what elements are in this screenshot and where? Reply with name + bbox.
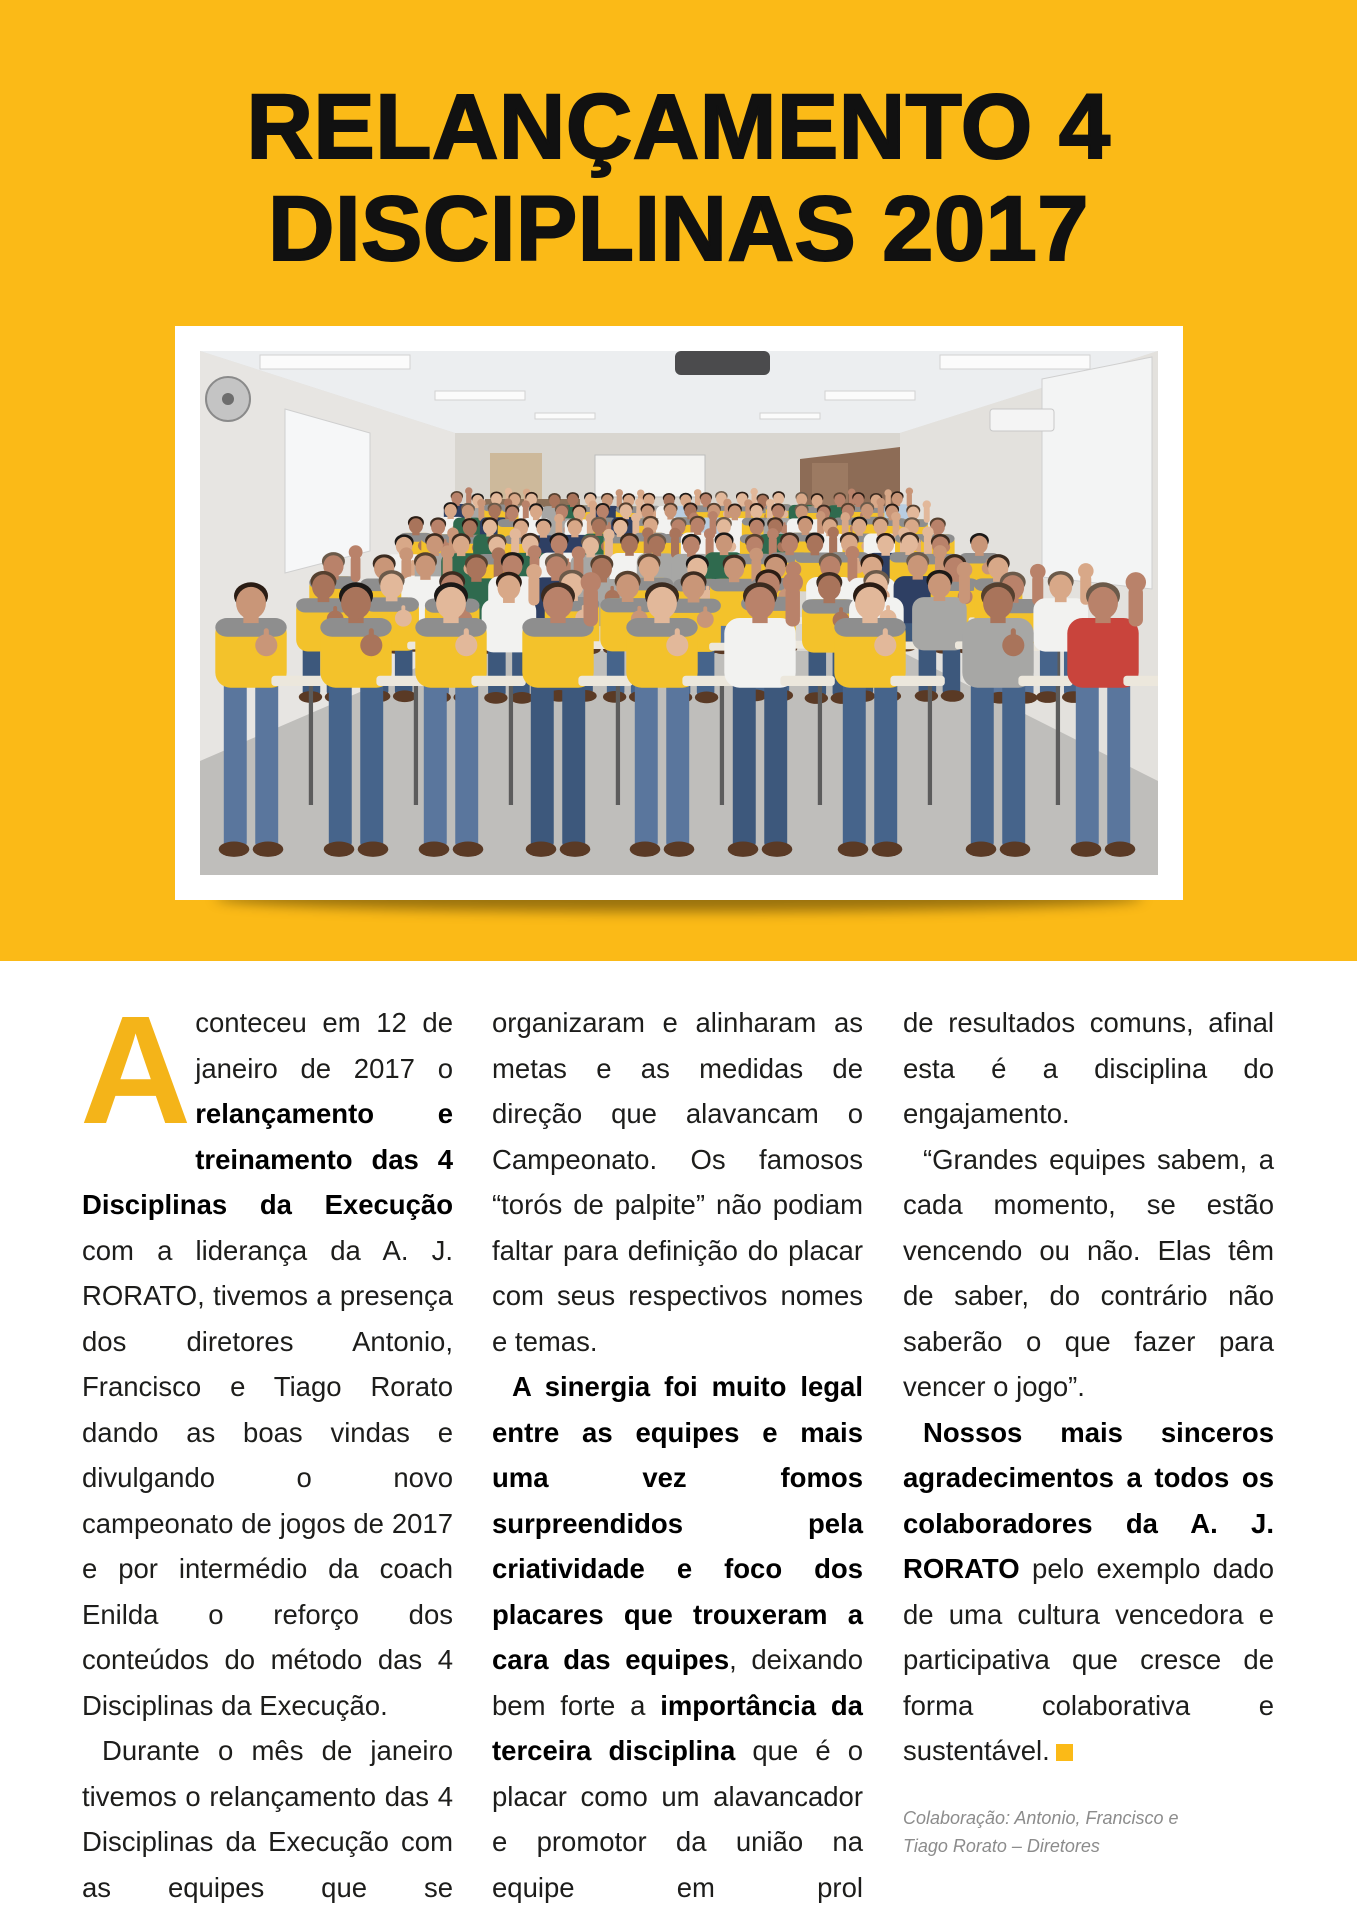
person-head <box>682 575 705 600</box>
person-leg <box>1107 679 1130 849</box>
person-shoe <box>762 842 793 857</box>
person-shoe <box>695 692 718 704</box>
person-head <box>620 504 632 517</box>
person-fist <box>827 527 838 538</box>
person-head <box>812 495 823 507</box>
page-title <box>0 76 1357 280</box>
person-shoe <box>1071 842 1102 857</box>
desk <box>471 676 525 686</box>
person-fist <box>581 572 601 592</box>
person-head <box>691 518 705 533</box>
person-shoe <box>560 842 591 857</box>
event-photo <box>200 351 1158 875</box>
title-line-1: RELANÇAMENTO 4 <box>246 76 1111 178</box>
person-shoe <box>872 842 903 857</box>
person-head <box>1049 574 1072 599</box>
person-thumb <box>264 628 269 640</box>
person-fist <box>510 528 521 539</box>
title-line-2: DISCIPLINAS 2017 <box>268 178 1089 280</box>
person-leg <box>255 679 278 849</box>
person-leg <box>607 645 625 697</box>
person-head <box>415 555 435 577</box>
person-head <box>683 536 700 554</box>
paragraph-synergy-part-2 <box>903 1000 1274 1137</box>
person-head <box>530 505 542 518</box>
person-head <box>729 505 741 518</box>
person-head <box>807 535 824 553</box>
person-fist <box>922 526 933 537</box>
person-fist <box>708 511 718 521</box>
person-thumb <box>610 586 613 594</box>
person-head <box>781 535 798 553</box>
ceiling-light <box>535 413 595 419</box>
article-column-2 <box>492 1000 863 1910</box>
photo-frame <box>175 326 1183 900</box>
person-leg <box>764 679 787 849</box>
paragraph-intro <box>80 984 453 1728</box>
person-leg <box>666 679 689 849</box>
person-shoe <box>728 842 759 857</box>
person-thumb <box>464 628 469 640</box>
person-leg <box>360 679 383 849</box>
person-leg <box>971 679 994 849</box>
desk <box>1018 676 1072 686</box>
intro-text-start: conteceu em 12 de janeiro de 2017 o <box>195 1007 453 1084</box>
person-fist <box>923 500 931 508</box>
person-leg <box>874 679 897 849</box>
article-column-3 <box>903 1000 1274 1860</box>
person-head <box>431 520 445 535</box>
wall-fan-center <box>222 393 234 405</box>
desk-leg <box>720 686 724 805</box>
person-fist <box>750 488 757 495</box>
person-leg <box>635 679 658 849</box>
person-thumb <box>401 605 405 614</box>
ceiling-light <box>825 391 915 400</box>
person-fist <box>884 489 891 496</box>
ceiling-light <box>435 391 525 400</box>
person-head <box>453 536 470 554</box>
person-fist <box>877 498 885 506</box>
paragraph-teams-part-2 <box>492 1000 863 1364</box>
person-head <box>772 505 784 518</box>
person-fist <box>846 546 860 560</box>
person-thumb <box>1011 628 1016 640</box>
person-leg <box>1040 645 1058 697</box>
person-shoe <box>253 842 284 857</box>
person-fist <box>589 501 597 509</box>
person-shoe <box>419 842 450 857</box>
person-head <box>745 587 775 619</box>
person-thumb <box>444 539 446 545</box>
person-thumb <box>703 606 707 615</box>
person-head <box>928 573 951 598</box>
person-fist <box>933 545 947 559</box>
person-fist <box>399 547 413 561</box>
person-fist <box>1126 572 1146 592</box>
person-fist <box>477 499 485 507</box>
person-shoe <box>324 842 355 857</box>
person-shoe <box>664 842 695 857</box>
ceiling-light <box>260 355 410 369</box>
paragraph-synergy-part-1 <box>492 1364 863 1910</box>
quote-text: “Grandes equipes sabem, a cada momento, se estão vencendo ou não. Elas têm de saber, do contrário não saberão o que fazer para vencer o jogo”. <box>903 1143 1274 1402</box>
window <box>1042 357 1152 589</box>
person-fist <box>767 528 778 539</box>
desk-leg <box>509 686 513 805</box>
person-shoe <box>915 690 938 702</box>
paragraph-teams-part-1 <box>82 1728 453 1910</box>
person-head <box>1088 587 1118 619</box>
person-head <box>639 557 659 579</box>
teams-text-part-1: Durante o mês de janeiro tivemos o relançamento das 4 Disciplinas da Execução com as equipes que se <box>82 1735 453 1903</box>
person-head <box>536 521 550 536</box>
person-thumb <box>637 606 641 615</box>
person-thumb <box>675 628 680 640</box>
person-leg <box>224 679 247 849</box>
person-head <box>597 505 609 518</box>
person-fist <box>783 572 803 592</box>
whiteboard <box>595 455 705 497</box>
person-fist <box>1030 564 1046 580</box>
person-head <box>873 519 887 534</box>
person-head <box>463 520 477 535</box>
person-fist <box>528 545 542 559</box>
person-head <box>506 506 518 519</box>
person-shoe <box>805 692 828 704</box>
person-head <box>613 520 627 535</box>
person-head <box>892 493 903 505</box>
desk-leg <box>414 686 418 805</box>
person-head <box>312 574 335 599</box>
person-shoe <box>453 842 484 857</box>
person-shoe <box>941 690 964 702</box>
person-fist <box>635 498 643 506</box>
person-thumb <box>333 606 337 615</box>
person-head <box>497 575 520 600</box>
person-head <box>488 505 500 518</box>
person-shoe <box>510 692 533 704</box>
ceiling-light <box>760 413 820 419</box>
person-head <box>796 494 807 506</box>
person-fist <box>603 529 614 540</box>
person-head <box>567 494 578 506</box>
person-head <box>409 518 423 533</box>
person-head <box>877 536 894 554</box>
desk <box>890 676 944 686</box>
synergy-highlight: A sinergia foi muito legal entre as equipes e mais uma vez fomos surpreendidos pela criatividade e foco dos placares que trouxeram a cara das equipes <box>492 1371 863 1675</box>
person-fist <box>840 512 850 522</box>
person-head <box>983 587 1013 619</box>
person-head <box>621 536 638 554</box>
person-head <box>861 504 873 517</box>
desk <box>1123 676 1158 686</box>
desk-leg <box>818 686 822 805</box>
person-fist <box>465 487 472 494</box>
paragraph-thanks <box>903 1410 1274 1774</box>
person-head <box>647 587 677 619</box>
desk-leg <box>309 686 313 805</box>
person-shoe <box>838 842 869 857</box>
person-fist <box>891 512 901 522</box>
person-leg <box>943 644 961 696</box>
person-head <box>901 535 918 553</box>
person-fist <box>906 488 913 495</box>
person-head <box>717 519 731 534</box>
person-leg <box>733 679 756 849</box>
ceiling-light <box>940 355 1090 369</box>
person-head <box>483 520 497 535</box>
person-head <box>750 505 762 518</box>
desk <box>780 676 834 686</box>
desk-leg <box>616 686 620 805</box>
paragraph-quote <box>903 1137 1274 1410</box>
end-mark-icon <box>1056 1744 1073 1761</box>
person-fist <box>704 528 715 539</box>
person-leg <box>843 679 866 849</box>
person-fist <box>669 528 680 539</box>
intro-highlight: relançamento e treinamento das 4 Disciplinas da Execução <box>82 1098 453 1220</box>
person-shoe <box>1105 842 1136 857</box>
person-thumb <box>886 605 890 614</box>
person-fist <box>616 489 623 496</box>
person-thumb <box>883 628 888 640</box>
person-head <box>426 536 443 554</box>
person-head <box>341 587 371 619</box>
person-head <box>773 493 784 505</box>
person-head <box>716 535 733 553</box>
person-thumb <box>839 607 843 616</box>
person-head <box>466 557 486 579</box>
person-leg <box>424 679 447 849</box>
person-head <box>818 575 841 600</box>
person-leg <box>562 679 585 849</box>
person-head <box>573 507 585 520</box>
person-thumb <box>783 522 785 527</box>
person-leg <box>531 679 554 849</box>
article-column-1 <box>80 984 453 1910</box>
person-shoe <box>966 842 997 857</box>
person-fist <box>441 545 455 559</box>
person-leg <box>697 645 715 697</box>
person-leg <box>919 644 937 696</box>
person-head <box>551 535 568 553</box>
person-leg <box>1076 679 1099 849</box>
person-leg <box>1002 679 1025 849</box>
desk-leg <box>1056 686 1060 805</box>
person-shoe <box>219 842 250 857</box>
person-head <box>568 520 582 535</box>
thanks-text: pelo exemplo dado de uma cultura vencedora e participativa que cresce de forma colaborativa e sustentável. <box>903 1553 1274 1766</box>
synergy-text-end: que é o placar como um alavancador e promotor da união na equipe em prol <box>492 1735 863 1903</box>
person-head <box>436 587 466 619</box>
person-leg <box>455 679 478 849</box>
synergy-text-middle: , deixando bem forte a <box>492 1644 864 1721</box>
person-fist <box>526 564 542 580</box>
projector <box>675 351 770 375</box>
person-head <box>834 494 845 506</box>
person-fist <box>957 562 973 578</box>
person-fist <box>1078 563 1094 579</box>
person-shoe <box>358 842 389 857</box>
air-conditioner <box>990 409 1054 431</box>
drop-cap: A <box>80 984 192 1156</box>
person-thumb <box>608 522 610 527</box>
person-thumb <box>411 560 414 567</box>
intro-text-end: com a liderança da A. J. RORATO, tivemos a presença dos diretores Antonio, Francisco e Tiago Rorato dando as boas vindas e divulgando o novo campeonato de jogos de 2017 e por intermédio da coach Enilda o reforço dos conteúdos do método das 4 Disciplinas da Execução. <box>82 1234 453 1721</box>
person-head <box>616 574 639 599</box>
person-fist <box>572 546 586 560</box>
person-shoe <box>393 690 416 702</box>
person-head <box>543 587 573 619</box>
person-head <box>592 519 606 534</box>
person-head <box>750 520 764 535</box>
desk <box>578 676 632 686</box>
person-fist <box>554 514 564 524</box>
person-thumb <box>369 628 374 640</box>
person-leg <box>395 644 413 696</box>
person-shoe <box>526 842 557 857</box>
person-head <box>908 555 928 577</box>
person-fist <box>349 545 363 559</box>
person-shoe <box>1000 842 1031 857</box>
person-shoe <box>630 842 661 857</box>
person-head <box>380 574 403 599</box>
synergy-text-part-2: de resultados comuns, afinal esta é a disciplina do engajamento. <box>903 1007 1274 1129</box>
teams-text-part-2: organizaram e alinharam as metas e as medidas de direção que alavancam o Campeonato. Os famosos “torós de palpite” não podiam faltar para definição do placar com seus respectivos nomes e temas. <box>492 1007 863 1357</box>
person-thumb <box>706 586 709 594</box>
credit-text: Colaboração: Antonio, Francisco e Tiago Rorato – Diretores <box>903 1807 1179 1856</box>
person-head <box>462 505 474 518</box>
person-head <box>724 558 744 580</box>
person-leg <box>329 679 352 849</box>
credit-line <box>903 1804 1213 1860</box>
person-head <box>971 536 988 554</box>
person-head <box>236 587 266 619</box>
person-shoe <box>603 691 626 703</box>
person-head <box>852 519 866 534</box>
desk-leg <box>928 686 932 805</box>
person-fist <box>631 513 641 523</box>
thanks-highlight: Nossos mais sinceros agradecimentos a todos os colaboradores da A. J. RORATO <box>903 1416 1274 1584</box>
person-head <box>664 505 676 518</box>
person-leg <box>488 646 506 698</box>
synergy-highlight-discipline: importância da terceira disciplina <box>492 1689 863 1766</box>
person-head <box>648 536 665 554</box>
person-head <box>444 504 456 517</box>
person-shoe <box>484 692 507 704</box>
person-fist <box>522 500 530 508</box>
person-fist <box>749 548 763 562</box>
person-head <box>798 518 812 533</box>
person-leg <box>809 646 827 698</box>
person-head <box>855 587 885 619</box>
desk <box>271 676 325 686</box>
